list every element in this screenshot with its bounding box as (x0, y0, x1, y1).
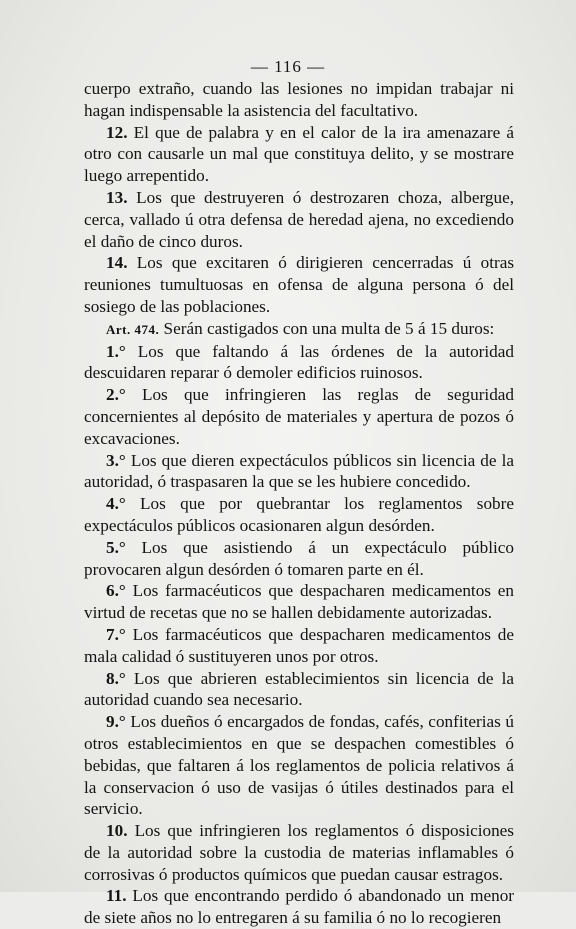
item-number: 14. (106, 253, 128, 273)
paragraph-sub-9 (84, 711, 514, 820)
paragraph-text: Los que asistiendo á un expectáculo público provocaren algun desórden ó tomaren parte en él. (84, 537, 514, 579)
item-number: 9.° (106, 712, 126, 732)
paragraph-text: Serán castigados con una multa de 5 á 15 duros: (163, 318, 495, 338)
paragraph-continuation (84, 78, 514, 122)
paragraph-sub-10 (84, 820, 514, 885)
article-number: Art. 474. (106, 321, 160, 337)
item-number: 7.° (106, 624, 126, 644)
paragraph-sub-11 (84, 885, 514, 929)
paragraph-item-14 (84, 252, 514, 317)
item-number: 3.° (106, 450, 126, 470)
item-number: 8.° (106, 668, 126, 688)
item-number: 11. (106, 886, 127, 906)
paragraph-text: Los farmacéuticos que despacharen medicamentos en virtud de recetas que no se hallen debidamente autorizadas. (84, 581, 514, 623)
paragraph-text: Los que encontrando perdido ó abandonado un menor de siete años no lo entregaren á su familia ó no lo recogieren (84, 886, 515, 928)
paragraph-text: Los que por quebrantar los reglamentos sobre expectáculos públicos ocasionaren algun desórden. (84, 494, 514, 535)
paragraph-sub-7 (84, 624, 514, 668)
item-number: 2.° (106, 385, 126, 405)
paragraph-text: Los que excitaren ó dirigieren cencerradas ú otras reuniones tumultuosas en ofensa de alguna persona ó del sosiego de las poblaciones. (84, 253, 515, 316)
paragraph-sub-2 (84, 384, 514, 449)
paragraph-text: Los que faltando á las órdenes de la autoridad descuidaren reparar ó demoler edificios ruinosos. (84, 341, 515, 383)
item-number: 6.° (106, 581, 126, 601)
item-number: 13. (106, 187, 128, 207)
paragraph-item-12 (84, 122, 514, 187)
paragraph-text: Los que destruyeren ó destrozaren choza, albergue, cerca, vallado ú otra defensa de heredad ajena, no excediendo el daño de cinco duros. (84, 187, 515, 251)
paragraph-item-13 (84, 187, 514, 252)
paragraph-article-474 (84, 318, 514, 341)
paragraph-sub-4 (84, 493, 514, 537)
paragraph-sub-8 (84, 668, 514, 712)
paragraph-text: Los que infringieren los reglamentos ó disposiciones de la autoridad sobre la custodia de materias inflamables ó corrosivas ó productos químicos que puedan causar estragos. (84, 821, 514, 884)
item-number: 12. (106, 122, 128, 142)
paragraph-text: El que de palabra y en el calor de la ira amenazare á otro con causarle un mal que constituya delito, y se mostrare luego arrepentido. (84, 122, 514, 186)
body-text (84, 78, 514, 929)
item-number: 1.° (106, 341, 126, 361)
paragraph-sub-6 (84, 580, 514, 624)
paragraph-sub-5 (84, 537, 514, 581)
paragraph-sub-1 (84, 341, 514, 385)
item-number: 10. (106, 821, 128, 841)
paragraph-sub-3 (84, 450, 514, 494)
paragraph-text: Los que infringieren las reglas de seguridad concernientes al depósito de materiales y apertura de pozos ó excavaciones. (84, 385, 515, 448)
paragraph-text: Los que abrieren establecimientos sin licencia de la autoridad cuando sea necesario. (84, 668, 515, 710)
paragraph-text: Los farmacéuticos que despacharen medicamentos de mala calidad ó sustituyeren unos por otros. (84, 624, 514, 666)
page-number: — 116 — (250, 57, 326, 76)
paragraph-text: Los que dieren expectáculos públicos sin licencia de la autoridad, ó traspasaren la que se les hubiere concedido. (84, 450, 514, 492)
item-number: 5.° (106, 537, 126, 557)
paragraph-text: Los dueños ó encargados de fondas, cafés, confiterias ú otros establecimientos en que se despachen comestibles ó bebidas, que faltaren á los reglamentos de policia relativos á la conservacion ó uso de vasijas ó útiles destinados para el servicio. (84, 712, 515, 819)
paragraph-text: cuerpo extraño, cuando las lesiones no impidan trabajar ni hagan indispensable la asistencia del facultativo. (84, 79, 514, 120)
item-number: 4.° (106, 494, 126, 514)
